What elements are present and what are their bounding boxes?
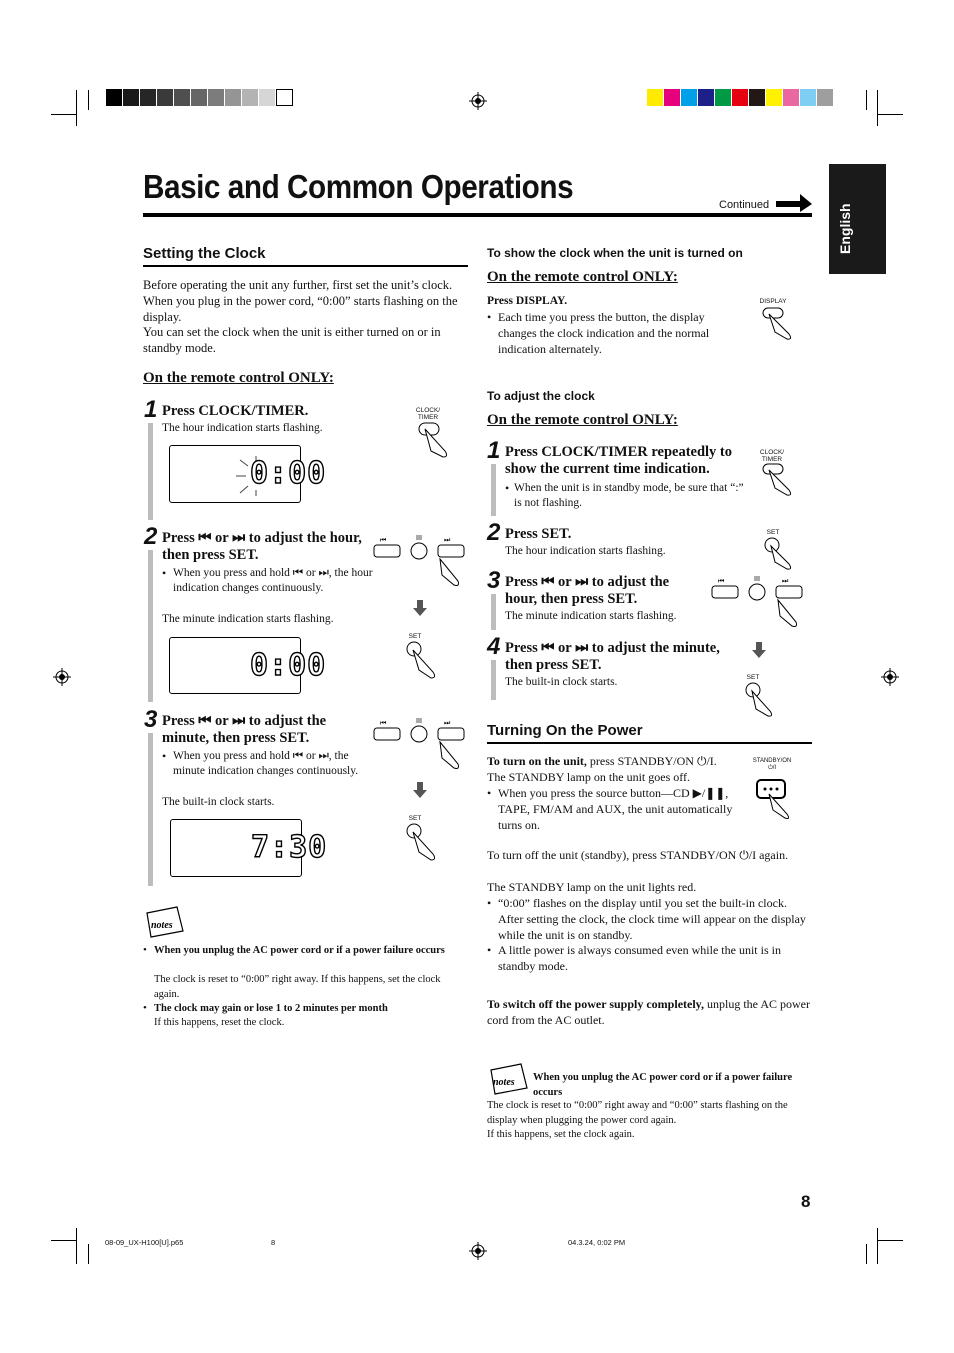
color-swatch	[817, 89, 834, 106]
note-title: When you unplug the AC power cord or if a power failure occurs	[533, 1072, 793, 1098]
color-swatch	[140, 89, 157, 106]
continued-label: Continued	[719, 199, 770, 211]
step-bullet: When the unit is in standby mode, be sure that “:” is not flashing.	[514, 482, 744, 509]
intro-paragraph: Before operating the unit any further, first set the unit’s clock. When you plug in the power cord, “0:00” starts flashing on the display.	[143, 278, 458, 324]
power-on-rest: press STANDBY/ON ⏻/I.	[586, 754, 717, 768]
button-label: CLOCK/ TIMER	[759, 449, 785, 463]
note-title: The clock may gain or lose 1 to 2 minutes per month	[154, 1003, 388, 1014]
step-text: The built-in clock starts.	[505, 676, 618, 688]
language-tab-label: English	[837, 203, 853, 254]
crop-mark	[76, 90, 77, 126]
step-title: Press ⏮ or ⏭ to adjust the hour, then press SET.	[505, 574, 670, 607]
color-swatch	[123, 89, 140, 106]
crop-mark	[51, 114, 76, 115]
power-on-line: The STANDBY lamp on the unit goes off.	[487, 770, 691, 784]
section-rule	[143, 265, 468, 267]
footer-date: 04.3.24, 0:02 PM	[568, 1238, 626, 1247]
finger-press-icon	[417, 421, 457, 459]
bullet-dot: •	[487, 786, 492, 800]
title-rule	[143, 213, 812, 217]
color-swatch	[276, 89, 293, 106]
color-swatch	[259, 89, 276, 106]
step-number: 2	[487, 519, 501, 546]
registration-mark-icon	[881, 668, 899, 686]
step-title: Press CLOCK/TIMER.	[162, 403, 309, 419]
notes-label: notes	[493, 1077, 515, 1088]
step-number: 3	[487, 567, 501, 594]
step-title: Press ⏮ or ⏭ to adjust the minute, then press SET.	[505, 640, 720, 673]
registration-mark-icon	[53, 668, 71, 686]
bullet-dot: •	[487, 896, 492, 910]
page-title: Basic and Common Operations	[143, 168, 574, 205]
power-off-line: The STANDBY lamp on the unit lights red.	[487, 880, 697, 894]
display-illustration	[170, 819, 328, 877]
switch-off-text	[487, 997, 812, 1029]
crop-mark	[877, 1228, 878, 1264]
note-text: If this happens, set the clock again.	[487, 1129, 635, 1140]
step-number: 3	[144, 706, 158, 733]
color-bar	[647, 89, 834, 106]
note-text: If this happens, reset the clock.	[154, 1017, 285, 1028]
step-title: Press SET.	[505, 526, 572, 542]
svg-text:⏭: ⏭	[782, 577, 789, 585]
crop-mark	[878, 114, 903, 115]
remote-only-heading: On the remote control ONLY:	[143, 370, 334, 386]
step-bar	[491, 660, 496, 700]
power-on-bold: To turn on the unit,	[487, 754, 587, 768]
step-text: The hour indication starts flashing.	[505, 545, 666, 557]
subsection-heading: To show the clock when the unit is turned on	[487, 246, 743, 260]
power-on-bullet: When you press the source button—CD ▶/❚❚, TAPE, FM/AM and AUX, the unit automatically turns on.	[498, 786, 733, 832]
svg-text:⏮: ⏮	[380, 719, 387, 727]
bullet-dot: •	[487, 310, 492, 324]
color-swatch	[749, 89, 766, 106]
note-text: The clock is reset to “0:00” right away and “0:00” starts flashing on the display when plugging the power cord again.	[487, 1100, 788, 1126]
svg-text:⏭: ⏭	[444, 719, 451, 727]
arrow-down-icon	[752, 642, 766, 658]
crop-mark	[866, 1244, 867, 1264]
button-label: SET	[408, 633, 422, 640]
remote-only-heading: On the remote control ONLY:	[487, 269, 678, 285]
crop-mark	[866, 90, 867, 110]
bullet-dot: •	[143, 1002, 147, 1014]
skip-buttons-icon	[372, 535, 468, 587]
finger-press-icon	[761, 306, 801, 340]
power-off-bullet: “0:00” flashes on the display until you set the built-in clock. After setting the clock, the clock time will appear on the display while the unit is on standby.	[498, 896, 806, 942]
bullet-dot: •	[487, 943, 492, 957]
bullet-dot: •	[162, 749, 167, 763]
notes-icon	[143, 903, 185, 939]
registration-mark-icon	[469, 92, 487, 110]
arrow-down-icon	[413, 782, 427, 798]
skip-buttons-icon	[372, 718, 468, 770]
step-number: 1	[487, 437, 501, 464]
display-bullet-text: Each time you press the button, the display changes the clock indication and the normal indication alternately.	[498, 310, 710, 356]
crop-mark	[88, 1244, 89, 1264]
crop-mark	[51, 1240, 76, 1241]
color-swatch	[715, 89, 732, 106]
button-label: STANDBY/ON ⏻/I	[752, 758, 792, 771]
step-bar	[148, 423, 153, 520]
press-display-text: Press DISPLAY.	[487, 295, 568, 307]
crop-mark	[76, 1228, 77, 1264]
button-label: SET	[766, 529, 780, 536]
step-bar	[148, 550, 153, 702]
button-label: SET	[408, 815, 422, 822]
bullet-dot: •	[505, 481, 510, 495]
finger-press-icon	[763, 536, 803, 570]
finger-press-icon	[405, 822, 445, 862]
note-text: The clock is reset to “0:00” right away. If this happens, set the clock again.	[154, 974, 441, 1000]
color-swatch	[783, 89, 800, 106]
subsection-heading: To adjust the clock	[487, 389, 595, 403]
color-swatch	[647, 89, 664, 106]
finger-press-icon	[405, 640, 445, 680]
footer-page: 8	[271, 1238, 276, 1247]
step-bullet: When you press and hold ⏮ or ⏭, the minute indication changes continuously.	[173, 750, 359, 777]
crop-mark	[878, 1240, 903, 1241]
color-swatch	[106, 89, 123, 106]
step-number: 1	[144, 396, 158, 423]
finger-press-icon	[744, 681, 784, 717]
switch-off-rest: unplug the AC power cord from the AC outlet.	[487, 997, 811, 1027]
power-on-text	[487, 754, 747, 770]
step-bar	[491, 594, 496, 630]
grayscale-bar	[106, 89, 293, 106]
step-text: The minute indication starts flashing.	[505, 610, 677, 622]
svg-text:⏭: ⏭	[444, 536, 451, 544]
color-swatch	[681, 89, 698, 106]
color-swatch	[664, 89, 681, 106]
switch-off-bold: To switch off the power supply completely,	[487, 997, 705, 1011]
svg-text:⏮: ⏮	[718, 577, 725, 585]
step-text: The built-in clock starts.	[162, 796, 275, 808]
remote-only-heading: On the remote control ONLY:	[487, 412, 678, 428]
color-swatch	[800, 89, 817, 106]
color-swatch	[732, 89, 749, 106]
arrow-down-icon	[413, 600, 427, 616]
notes-icon	[487, 1060, 529, 1096]
footer-file: 08-09_UX-H100[U].p65	[105, 1238, 184, 1247]
bullet-dot: •	[143, 944, 147, 956]
display-illustration	[169, 637, 327, 694]
button-label: CLOCK/ TIMER	[415, 407, 441, 421]
power-off-bullet: A little power is always consumed even while the unit is in standby mode.	[498, 943, 781, 973]
step-title: Press ⏮ or ⏭ to adjust the minute, then press SET.	[162, 713, 327, 746]
note-title: When you unplug the AC power cord or if a power failure occurs	[154, 945, 445, 956]
display-digits: 0:00	[250, 456, 327, 491]
color-swatch	[157, 89, 174, 106]
power-off-text: To turn off the unit (standby), press STANDBY/ON ⏻/I again.	[487, 848, 789, 862]
section-rule	[487, 742, 812, 744]
color-swatch	[698, 89, 715, 106]
display-digits: 0:00	[250, 648, 327, 683]
svg-text:⏮: ⏮	[380, 536, 387, 544]
intro-paragraph: You can set the clock when the unit is either turned on or in standby mode.	[143, 325, 441, 355]
step-title: Press CLOCK/TIMER repeatedly to show the current time indication.	[505, 444, 733, 477]
step-text: The minute indication starts flashing.	[162, 613, 334, 625]
step-bar	[491, 464, 496, 516]
color-swatch	[208, 89, 225, 106]
continued-arrow-icon	[776, 192, 812, 212]
registration-mark-icon	[469, 1242, 487, 1260]
step-number: 4	[487, 633, 501, 660]
step-bullet: When you press and hold ⏮ or ⏭, the hour indication changes continuously.	[173, 567, 373, 594]
step-title: Press ⏮ or ⏭ to adjust the hour, then press SET.	[162, 530, 362, 563]
standby-button-icon	[755, 776, 799, 820]
button-label: SET	[746, 674, 760, 681]
bullet-dot: •	[162, 566, 167, 580]
notes-label: notes	[151, 920, 173, 931]
crop-mark	[877, 90, 878, 126]
button-label: DISPLAY	[759, 298, 787, 305]
language-tab	[829, 164, 886, 274]
display-illustration	[169, 445, 327, 503]
color-swatch	[225, 89, 242, 106]
section-heading: Setting the Clock	[143, 245, 266, 262]
crop-mark	[88, 90, 89, 110]
section-heading: Turning On the Power	[487, 722, 643, 739]
skip-buttons-icon	[710, 576, 806, 628]
page-number: 8	[801, 1192, 811, 1211]
color-swatch	[242, 89, 259, 106]
step-text: The hour indication starts flashing.	[162, 422, 323, 434]
finger-press-icon	[761, 462, 801, 496]
color-swatch	[191, 89, 208, 106]
color-swatch	[174, 89, 191, 106]
color-swatch	[766, 89, 783, 106]
step-number: 2	[144, 523, 158, 550]
display-digits: 7:30	[251, 830, 328, 865]
step-bar	[148, 733, 153, 886]
